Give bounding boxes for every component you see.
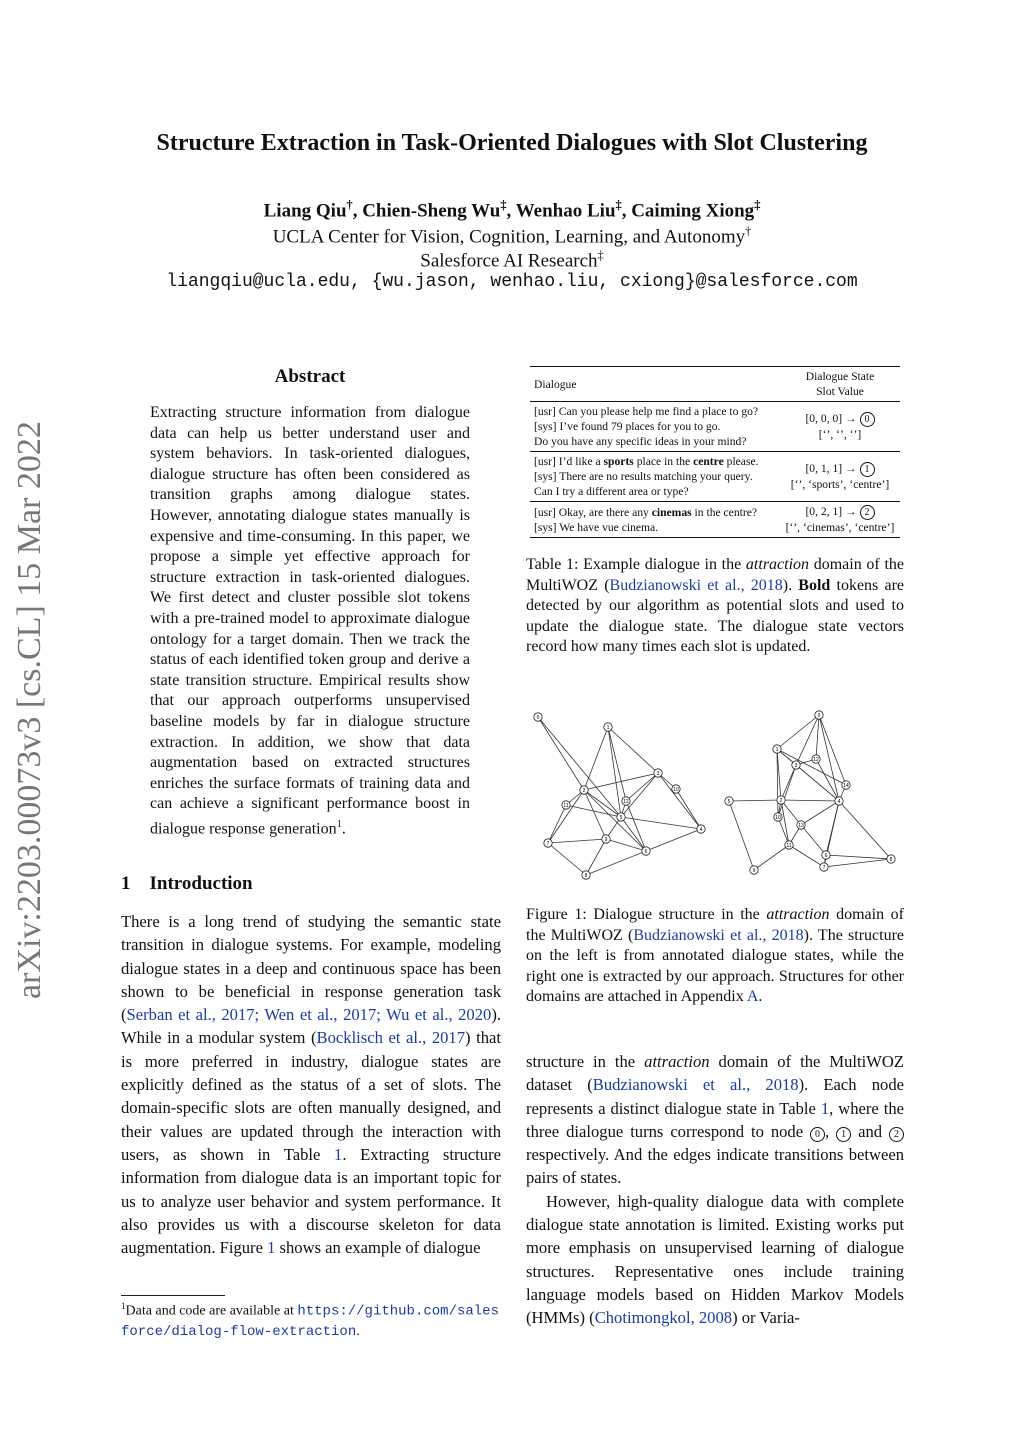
left-graph-node bbox=[617, 813, 625, 821]
author-name: Chien-Sheng Wu bbox=[362, 200, 501, 222]
text-run: . bbox=[758, 988, 763, 1006]
dialogue-cell bbox=[530, 402, 780, 452]
table-header-state bbox=[780, 367, 900, 402]
right-graph-node bbox=[777, 796, 785, 804]
right-graph-node bbox=[797, 821, 805, 829]
left-graph-node bbox=[654, 769, 662, 777]
bold-term: Bold bbox=[798, 576, 831, 594]
svg-text:8: 8 bbox=[584, 873, 588, 879]
emphasis: attraction bbox=[745, 556, 810, 573]
svg-text:5: 5 bbox=[619, 815, 623, 821]
table-row bbox=[530, 452, 900, 502]
figure-1-graphs bbox=[526, 705, 906, 890]
author-name: Caiming Xiong bbox=[631, 200, 755, 222]
arxiv-identifier: arXiv:2203.00073v3 [cs.CL] 15 Mar 2022 bbox=[11, 421, 48, 999]
footnote bbox=[121, 1297, 501, 1342]
right-graph-node bbox=[750, 866, 758, 874]
affiliation-text: Salesforce AI Research bbox=[420, 250, 598, 272]
intro-paragraph-right bbox=[526, 1050, 904, 1330]
table-1-caption bbox=[526, 555, 904, 658]
utterance: Can I try a different area or type? bbox=[534, 485, 689, 498]
svg-text:6: 6 bbox=[824, 853, 828, 859]
text-run: , where the three dialogue turns correspond to node bbox=[526, 1098, 904, 1141]
right-graph-node bbox=[773, 745, 781, 753]
utterance: [usr] Okay, are there any bbox=[534, 505, 652, 519]
left-graph-edge bbox=[676, 789, 701, 829]
table-1 bbox=[530, 366, 900, 538]
svg-text:11: 11 bbox=[786, 843, 792, 849]
svg-text:2: 2 bbox=[582, 788, 586, 794]
footnote-end: . bbox=[356, 1323, 360, 1339]
table-row bbox=[530, 402, 900, 452]
left-graph-edge bbox=[626, 773, 658, 801]
right-graph-node bbox=[815, 711, 823, 719]
state-cell bbox=[780, 452, 900, 502]
abstract-heading: Abstract bbox=[274, 366, 346, 387]
text-run: domain of the MultiWOZ dataset ( bbox=[526, 1052, 904, 1095]
slot-token: sports bbox=[603, 455, 634, 468]
node-symbol: 2 bbox=[889, 1127, 904, 1142]
right-graph-edge bbox=[777, 749, 846, 785]
svg-text:10: 10 bbox=[775, 815, 781, 821]
footnote-rule bbox=[121, 1295, 225, 1296]
state-vector: [0, 2, 1] → bbox=[805, 505, 857, 518]
abstract-text bbox=[150, 403, 470, 840]
left-graph-edge bbox=[584, 727, 608, 790]
utterance: [usr] I’d like a bbox=[534, 455, 604, 468]
left-graph-node bbox=[534, 713, 542, 721]
left-graph-node bbox=[622, 797, 630, 805]
figure-ref-link[interactable]: 1 bbox=[267, 1238, 276, 1258]
right-graph-node bbox=[812, 755, 820, 763]
left-graph-node bbox=[562, 801, 570, 809]
right-graph-edge bbox=[816, 715, 819, 759]
abstract-body: Extracting structure information from dialogue data can help us better understand user and system behaviors. In task-oriented dialogues, dialogue structure has often been considered as transition graphs among dialogue states. However, annotating dialogue states manually is expensive and time-consuming. In this paper, we propose a simple yet effective approach for structure extraction in task-oriented dialogues. We first detect and cluster possible slot tokens with a pre-trained model to approximate dialogue ontology for a target domain. Then we track the status of each identified token group and derive a state transition structure. Empirical results show that our approach outperforms unsupervised baseline models by far in dialogue structure extraction. In addition, we show that data augmentation based on extracted structures enriches the surface formats of training data and can achieve a significant performance boost in dialogue response generation bbox=[150, 404, 470, 838]
footnote-marker[interactable]: 1 bbox=[336, 818, 342, 830]
citation-link[interactable]: Budzianowski et al., 2018 bbox=[633, 926, 804, 944]
right-graph-node bbox=[785, 841, 793, 849]
affiliation-text: UCLA Center for Vision, Cognition, Learning, and Autonomy bbox=[272, 226, 746, 248]
svg-text:6: 6 bbox=[644, 849, 648, 855]
svg-text:0: 0 bbox=[536, 715, 540, 721]
node-number: 0 bbox=[860, 412, 875, 427]
right-graph-edge bbox=[781, 765, 796, 800]
header-line: Slot Value bbox=[816, 385, 864, 398]
utterance: please. bbox=[723, 455, 759, 468]
author-mark: † bbox=[346, 198, 353, 212]
emphasis: attraction bbox=[766, 906, 830, 923]
emphasis: attraction bbox=[644, 1052, 710, 1071]
text-run: However, high-quality dialogue data with complete dialogue state annotation is limited. Existing works put more emphasis on unsupervised learning of dialogue structures. Representative ones include training language models based on Hidden Markov Models (HMMs) ( bbox=[526, 1191, 904, 1328]
right-graph-edge bbox=[729, 801, 754, 870]
state-cell bbox=[780, 402, 900, 452]
slot-token: centre bbox=[693, 455, 724, 468]
author-list: Liang Qiu†, Chien-Sheng Wu‡, Wenhao Liu‡, Caiming Xiong‡ bbox=[263, 198, 761, 222]
svg-text:1: 1 bbox=[775, 747, 779, 753]
node-symbol: 1 bbox=[836, 1127, 851, 1142]
figure-1-caption bbox=[526, 905, 904, 1008]
svg-text:9: 9 bbox=[752, 868, 756, 874]
table-ref-link[interactable]: 1 bbox=[334, 1144, 343, 1164]
left-graph-node bbox=[544, 839, 552, 847]
svg-text:4: 4 bbox=[699, 827, 703, 833]
dialogue-cell bbox=[530, 502, 780, 538]
table-row bbox=[530, 502, 900, 538]
right-graph-node bbox=[887, 855, 895, 863]
right-graph-edge bbox=[777, 715, 819, 749]
section-number: 1 bbox=[121, 873, 131, 894]
left-graph-edge bbox=[548, 839, 606, 843]
right-graph-edge bbox=[778, 765, 796, 817]
left-graph-node bbox=[672, 785, 680, 793]
slot-values: [‘’, ‘sports’, ‘centre’] bbox=[790, 478, 890, 491]
text-run: ) that is more preferred in industry, dialogue states are explicitly defined as the status of a set of slots. The domain-specific slots are often manually designed, and their values are updated through the interaction with users, as shown in Table bbox=[121, 1028, 501, 1164]
left-graph-node bbox=[604, 723, 612, 731]
appendix-ref-link[interactable]: A bbox=[746, 988, 759, 1006]
svg-text:3: 3 bbox=[656, 771, 660, 777]
left-graph-edge bbox=[621, 773, 658, 817]
author-mark: ‡ bbox=[615, 198, 622, 212]
left-graph-edge bbox=[621, 817, 646, 851]
right-graph-edge bbox=[816, 759, 839, 801]
node-symbol: 0 bbox=[810, 1127, 825, 1142]
left-graph-edge bbox=[646, 829, 701, 851]
text-run: ). The structure on the left is from annotated dialogue states, while the right one is extracted by our approach. Structures for other domains are attached in Appendix bbox=[526, 926, 905, 1006]
table-ref-link[interactable]: 1 bbox=[820, 1098, 830, 1118]
affiliation-ucla bbox=[0, 224, 1024, 248]
state-cell bbox=[780, 502, 900, 538]
text-run: Table 1: Example dialogue in the bbox=[526, 556, 746, 573]
citation-link[interactable]: Bocklisch et al., 2017 bbox=[316, 1028, 466, 1048]
left-graph-node bbox=[602, 835, 610, 843]
right-graph-node bbox=[822, 851, 830, 859]
author-name: Wenhao Liu bbox=[515, 200, 616, 222]
left-graph-edge bbox=[608, 727, 658, 773]
slot-token: cinemas bbox=[651, 505, 692, 519]
svg-text:0: 0 bbox=[817, 713, 821, 719]
author-mark: ‡ bbox=[500, 198, 507, 212]
text-run: , bbox=[825, 1121, 837, 1141]
svg-text:3: 3 bbox=[794, 763, 798, 769]
citation-link[interactable]: Budzianowski et al., 2018 bbox=[592, 1075, 799, 1095]
table-header-dialogue: Dialogue bbox=[530, 367, 780, 402]
text-run: ). Each node represents a distinct dialogue state in Table bbox=[526, 1075, 904, 1118]
left-graph-edge bbox=[548, 790, 584, 843]
section-title: Introduction bbox=[149, 873, 253, 894]
affiliation-salesforce bbox=[0, 248, 1024, 272]
affiliation-mark: ‡ bbox=[597, 248, 604, 262]
text-run: There is a long trend of studying the semantic state transition in dialogue systems. For example, modeling dialogue states in a deep and continuous space has been shown to be beneficial in response generation task ( bbox=[121, 912, 501, 1025]
paragraph bbox=[526, 1050, 904, 1190]
utterance: Do you have any specific ideas in your mind? bbox=[534, 435, 747, 448]
affiliation-mark: † bbox=[745, 224, 752, 238]
text-run: structure in the bbox=[526, 1052, 645, 1071]
right-graph-node bbox=[842, 781, 850, 789]
right-graph-edge bbox=[839, 801, 891, 859]
text-run: ) or Varia- bbox=[732, 1308, 800, 1328]
right-graph-node bbox=[725, 797, 733, 805]
citation-link[interactable]: Chotimongkol, 2008 bbox=[594, 1308, 733, 1328]
left-graph-node bbox=[642, 847, 650, 855]
footnote-text: Data and code are available at bbox=[125, 1303, 298, 1319]
right-graph-node bbox=[835, 797, 843, 805]
utterance: in the centre? bbox=[691, 505, 757, 519]
left-graph-edge bbox=[538, 717, 584, 790]
right-graph-edge bbox=[789, 845, 824, 867]
paper-title: Structure Extraction in Task-Oriented Dialogues with Slot Clustering bbox=[156, 130, 868, 156]
svg-text:11: 11 bbox=[563, 803, 569, 809]
right-graph-edge bbox=[781, 800, 801, 825]
right-graph-edge bbox=[826, 855, 891, 859]
text-run: and bbox=[851, 1121, 889, 1141]
right-graph-edge bbox=[781, 800, 789, 845]
text-run: domain of the MultiWOZ ( bbox=[526, 906, 904, 944]
text-run: shows an example of dialogue bbox=[275, 1238, 481, 1258]
left-graph-edge bbox=[548, 843, 586, 875]
utterance: place in the bbox=[633, 455, 694, 468]
svg-text:1: 1 bbox=[606, 725, 610, 731]
utterance: [sys] There are no results matching your query. bbox=[534, 470, 753, 483]
text-run: Figure 1: Dialogue structure in the bbox=[526, 906, 767, 923]
right-graph-edge bbox=[824, 859, 891, 867]
svg-text:12: 12 bbox=[623, 799, 629, 805]
right-graph-edge bbox=[729, 800, 781, 801]
utterance: [sys] We have vue cinema. bbox=[534, 520, 659, 534]
left-graph-node bbox=[580, 786, 588, 794]
header-line: Dialogue State bbox=[805, 370, 875, 383]
state-vector: [0, 0, 0] → bbox=[805, 412, 857, 425]
svg-text:12: 12 bbox=[813, 757, 819, 763]
svg-text:10: 10 bbox=[673, 787, 679, 793]
right-graph-node bbox=[774, 813, 782, 821]
text-run: domain of the MultiWOZ ( bbox=[526, 556, 905, 594]
right-graph-node bbox=[820, 863, 828, 871]
svg-text:4: 4 bbox=[837, 799, 841, 805]
utterance: [usr] Can you please help me find a place to go? bbox=[534, 405, 759, 418]
text-run: ). bbox=[782, 576, 799, 594]
svg-text:8: 8 bbox=[889, 857, 893, 863]
section-heading-introduction bbox=[121, 873, 253, 895]
dialogue-cell bbox=[530, 452, 780, 502]
text-run: ). While in a modular system ( bbox=[121, 1005, 501, 1048]
slot-values: [‘’, ‘cinemas’, ‘centre’] bbox=[785, 521, 895, 534]
svg-text:13: 13 bbox=[798, 823, 804, 829]
svg-text:2: 2 bbox=[779, 798, 783, 804]
svg-text:7: 7 bbox=[546, 841, 550, 847]
slot-values: [‘’, ‘’, ‘’] bbox=[818, 428, 862, 441]
left-graph-edge bbox=[658, 773, 701, 829]
right-graph-node bbox=[792, 761, 800, 769]
svg-text:14: 14 bbox=[843, 783, 849, 789]
left-graph-edge bbox=[626, 801, 646, 851]
state-vector: [0, 1, 1] → bbox=[805, 462, 857, 475]
right-graph-edge bbox=[801, 801, 839, 825]
left-graph-edge bbox=[584, 790, 606, 839]
text-run: tokens are detected by our algorithm as potential slots and used to update the dialogue state. The dialogue state vectors record how many times each slot is updated. bbox=[526, 576, 905, 656]
utterance: [sys] I’ve found 79 places for you to go. bbox=[534, 420, 721, 433]
author-emails: liangqiu@ucla.edu, {wu.jason, wenhao.liu, cxiong}@salesforce.com bbox=[166, 272, 858, 292]
author-name: Liang Qiu bbox=[263, 200, 347, 222]
right-graph-edge bbox=[781, 800, 839, 801]
footnote-url-link[interactable]: https://github.com/salesforce/dialog-flow-extraction bbox=[121, 1303, 499, 1340]
node-number: 2 bbox=[860, 505, 875, 520]
left-graph-node bbox=[582, 871, 590, 879]
svg-text:7: 7 bbox=[822, 865, 826, 871]
footnote-mark: 1 bbox=[121, 1301, 126, 1311]
right-graph-edge bbox=[801, 825, 826, 855]
text-run: . Extracting structure information from dialogue data is an important topic for us to analyze user behavior and system performance. It also provides us with a discourse skeleton for data augmentation. Figure bbox=[121, 1144, 501, 1258]
author-mark: ‡ bbox=[754, 198, 761, 212]
node-number: 1 bbox=[860, 462, 875, 477]
left-graph-edge bbox=[586, 851, 646, 875]
abstract-end: . bbox=[341, 820, 346, 838]
text-run: respectively. And the edges indicate transitions between pairs of states. bbox=[526, 1145, 904, 1188]
svg-text:9: 9 bbox=[604, 837, 608, 843]
citation-link[interactable]: Budzianowski et al., 2018 bbox=[609, 576, 783, 594]
svg-text:5: 5 bbox=[727, 799, 731, 805]
citation-link[interactable]: Serban et al., 2017; Wen et al., 2017; Wu et al., 2020 bbox=[126, 1005, 492, 1025]
left-graph-edge bbox=[586, 839, 606, 875]
paragraph bbox=[526, 1190, 904, 1330]
intro-paragraph-left bbox=[121, 910, 501, 1259]
left-graph-node bbox=[697, 825, 705, 833]
